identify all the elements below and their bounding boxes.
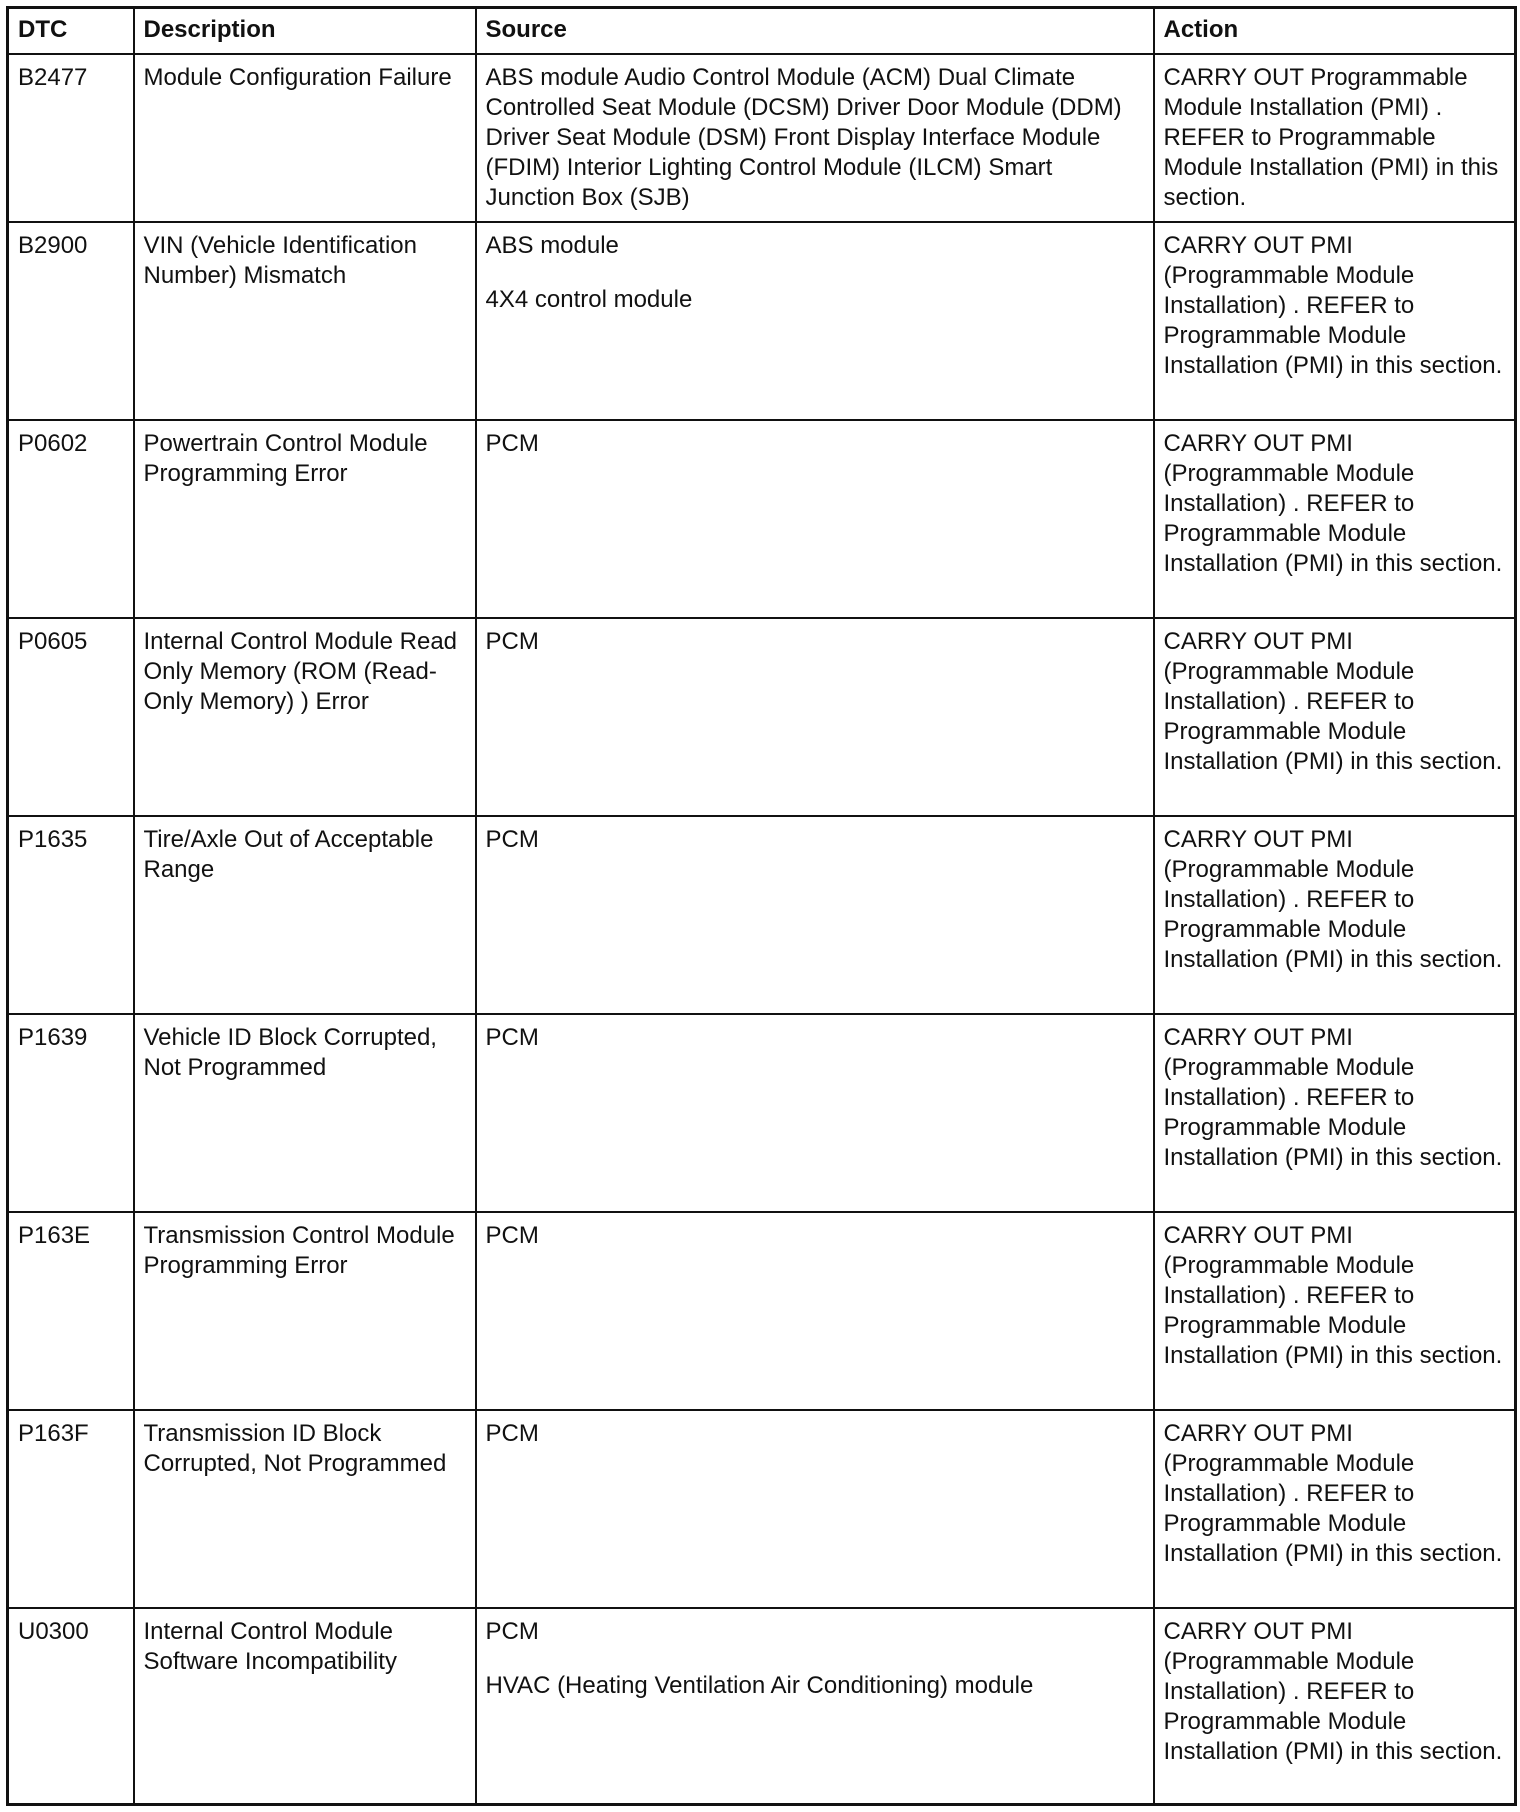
header-action: Action — [1154, 8, 1516, 55]
cell-dtc: P0605 — [8, 618, 134, 816]
cell-action: CARRY OUT PMI (Programmable Module Installation) . REFER to Programmable Module Installation (PMI) in this section. — [1154, 816, 1516, 1014]
cell-dtc: P163F — [8, 1410, 134, 1608]
source-line: ABS module — [485, 232, 619, 259]
table-row — [8, 420, 1516, 618]
source-line: PCM — [485, 826, 539, 853]
cell-action: CARRY OUT Programmable Module Installation (PMI) . REFER to Programmable Module Installation (PMI) in this section. — [1154, 54, 1516, 222]
table-row — [8, 816, 1516, 1014]
table-row — [8, 618, 1516, 816]
cell-description: Transmission ID Block Corrupted, Not Programmed — [134, 1410, 476, 1608]
cell-description: Module Configuration Failure — [134, 54, 476, 222]
table-body — [8, 54, 1516, 1804]
cell-source — [476, 1410, 1154, 1608]
cell-dtc: P1639 — [8, 1014, 134, 1212]
cell-action: CARRY OUT PMI (Programmable Module Installation) . REFER to Programmable Module Installation (PMI) in this section. — [1154, 420, 1516, 618]
cell-description: Internal Control Module Software Incompatibility — [134, 1608, 476, 1804]
header-row — [8, 8, 1516, 55]
cell-description: Internal Control Module Read Only Memory (ROM (Read-Only Memory) ) Error — [134, 618, 476, 816]
cell-dtc: B2900 — [8, 222, 134, 420]
cell-action: CARRY OUT PMI (Programmable Module Installation) . REFER to Programmable Module Installation (PMI) in this section. — [1154, 222, 1516, 420]
dtc-table — [6, 6, 1517, 1806]
header-dtc: DTC — [8, 8, 134, 55]
cell-dtc: B2477 — [8, 54, 134, 222]
table-row — [8, 1410, 1516, 1608]
cell-action: CARRY OUT PMI (Programmable Module Installation) . REFER to Programmable Module Installation (PMI) in this section. — [1154, 618, 1516, 816]
cell-description: Tire/Axle Out of Acceptable Range — [134, 816, 476, 1014]
cell-description: Powertrain Control Module Programming Error — [134, 420, 476, 618]
header-source: Source — [476, 8, 1154, 55]
table-header — [8, 8, 1516, 55]
source-line: PCM — [485, 1222, 539, 1249]
source-line: PCM — [485, 1618, 539, 1645]
cell-dtc: U0300 — [8, 1608, 134, 1804]
cell-source — [476, 1014, 1154, 1212]
source-line: ABS module Audio Control Module (ACM) Dual Climate Controlled Seat Module (DCSM) Driver Door Module (DDM) Driver Seat Module (DSM) Front Display Interface Module (FDIM) Interior Lighting Control Module (ILCM) Smart Junction Box (SJB) — [485, 64, 1122, 211]
cell-description: Vehicle ID Block Corrupted, Not Programmed — [134, 1014, 476, 1212]
cell-dtc: P0602 — [8, 420, 134, 618]
cell-source — [476, 1608, 1154, 1804]
table-row — [8, 54, 1516, 222]
source-line: HVAC (Heating Ventilation Air Conditioning) module — [485, 1672, 1034, 1699]
cell-dtc: P163E — [8, 1212, 134, 1410]
cell-action: CARRY OUT PMI (Programmable Module Installation) . REFER to Programmable Module Installation (PMI) in this section. — [1154, 1608, 1516, 1804]
cell-description: Transmission Control Module Programming Error — [134, 1212, 476, 1410]
table-row — [8, 1608, 1516, 1804]
cell-source — [476, 1212, 1154, 1410]
table-row — [8, 222, 1516, 420]
source-line: PCM — [485, 1024, 539, 1051]
source-line: 4X4 control module — [485, 286, 693, 313]
cell-dtc: P1635 — [8, 816, 134, 1014]
source-line: PCM — [485, 628, 539, 655]
cell-source — [476, 54, 1154, 222]
cell-action: CARRY OUT PMI (Programmable Module Installation) . REFER to Programmable Module Installation (PMI) in this section. — [1154, 1410, 1516, 1608]
cell-action: CARRY OUT PMI (Programmable Module Installation) . REFER to Programmable Module Installation (PMI) in this section. — [1154, 1014, 1516, 1212]
source-line: PCM — [485, 430, 539, 457]
table-row — [8, 1014, 1516, 1212]
source-line: PCM — [485, 1420, 539, 1447]
cell-source — [476, 816, 1154, 1014]
cell-source — [476, 420, 1154, 618]
cell-source — [476, 222, 1154, 420]
table-row — [8, 1212, 1516, 1410]
cell-action: CARRY OUT PMI (Programmable Module Installation) . REFER to Programmable Module Installation (PMI) in this section. — [1154, 1212, 1516, 1410]
header-description: Description — [134, 8, 476, 55]
cell-source — [476, 618, 1154, 816]
cell-description: VIN (Vehicle Identification Number) Mismatch — [134, 222, 476, 420]
